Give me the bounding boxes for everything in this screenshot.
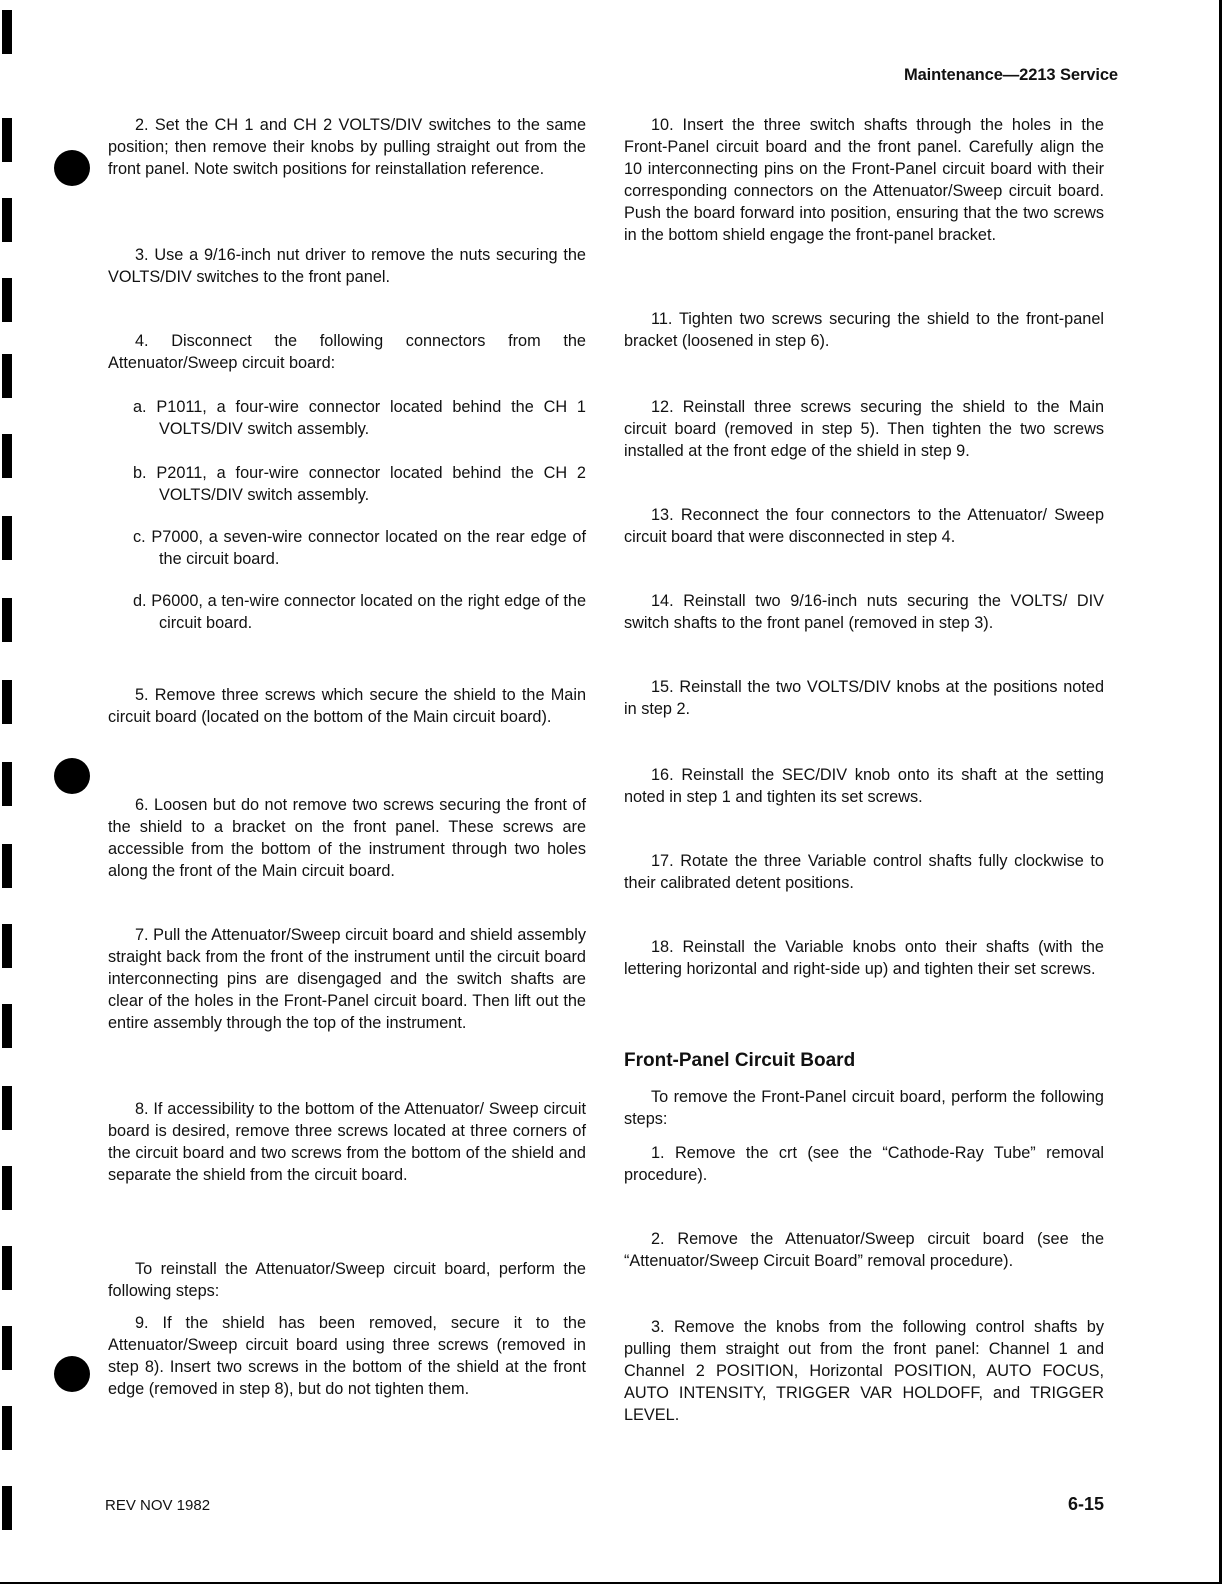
punch-hole xyxy=(54,150,90,186)
binder-mark xyxy=(2,278,12,322)
binder-mark xyxy=(2,516,12,560)
binder-mark xyxy=(2,10,12,54)
step-13: 13. Reconnect the four connectors to the Attenuator/ Sweep circuit board that were disconnected in step 4. xyxy=(624,506,1104,546)
binder-mark xyxy=(2,680,12,724)
step-15: 15. Reinstall the two VOLTS/DIV knobs at the positions noted in step 2. xyxy=(624,678,1104,718)
binder-mark xyxy=(2,1406,12,1450)
punch-hole xyxy=(54,1356,90,1392)
section-heading: Front-Panel Circuit Board xyxy=(624,1050,856,1071)
step-12: 12. Reinstall three screws securing the shield to the Main circuit board (removed in step 5). Then tighten the two screws installed at the front edge of the shield in step 9. xyxy=(624,398,1104,460)
binder-mark xyxy=(2,762,12,806)
step-4b: b. P2011, a four-wire connector located behind the CH 2 VOLTS/DIV switch assembly. xyxy=(133,464,586,504)
page-number: 6-15 xyxy=(1067,1494,1104,1514)
binder-mark xyxy=(2,198,12,242)
front-panel-intro: To remove the Front-Panel circuit board, perform the following steps: xyxy=(624,1088,1104,1128)
fp-step-3: 3. Remove the knobs from the following control shafts by pulling them straight out from the front panel: Channel 1 and Channel 2 POSITION, Horizontal POSITION, AUTO FOCUS, AUTO INTENSITY, TRIGGER VAR HOLDOFF, and TRIGGER LEVEL. xyxy=(624,1318,1104,1424)
punch-hole xyxy=(54,758,90,794)
binder-mark xyxy=(2,1004,12,1048)
step-4a: a. P1011, a four-wire connector located behind the CH 1 VOLTS/DIV switch assembly. xyxy=(133,398,586,438)
binder-mark xyxy=(2,1246,12,1290)
step-6: 6. Loosen but do not remove two screws securing the front of the shield to a bracket on the front panel. These screws are accessible from the bottom of the instrument through two holes along the front of the Main circuit board. xyxy=(108,796,586,880)
step-3: 3. Use a 9/16-inch nut driver to remove the nuts securing the VOLTS/DIV switches to the front panel. xyxy=(108,246,586,286)
binder-mark xyxy=(2,924,12,968)
step-17: 17. Rotate the three Variable control shafts fully clockwise to their calibrated detent positions. xyxy=(624,852,1104,892)
binder-mark xyxy=(2,1166,12,1210)
binder-mark xyxy=(2,598,12,642)
step-14: 14. Reinstall two 9/16-inch nuts securing the VOLTS/ DIV switch shafts to the front panel (removed in step 3). xyxy=(624,592,1104,632)
binder-mark xyxy=(2,1326,12,1370)
binder-mark xyxy=(2,434,12,478)
fp-step-2: 2. Remove the Attenuator/Sweep circuit board (see the “Attenuator/Sweep Circuit Board” removal procedure). xyxy=(624,1230,1104,1270)
binder-mark xyxy=(2,1486,12,1530)
binder-mark xyxy=(2,1086,12,1130)
step-2: 2. Set the CH 1 and CH 2 VOLTS/DIV switches to the same position; then remove their knobs by pulling straight out from the front panel. Note switch positions for reinstallation reference. xyxy=(108,116,586,178)
step-4c: c. P7000, a seven-wire connector located on the rear edge of the circuit board. xyxy=(133,528,586,568)
step-4: 4. Disconnect the following connectors from the Attenuator/Sweep circuit board: xyxy=(108,332,586,372)
binder-mark xyxy=(2,354,12,398)
step-16: 16. Reinstall the SEC/DIV knob onto its shaft at the setting noted in step 1 and tighten its set screws. xyxy=(624,766,1104,806)
step-7: 7. Pull the Attenuator/Sweep circuit board and shield assembly straight back from the front of the instrument until the circuit board interconnecting pins are disengaged and the switch shafts are clear of the holes in the Front-Panel circuit board. Then lift out the entire assembly through the top of the instrument. xyxy=(108,926,586,1032)
step-8: 8. If accessibility to the bottom of the Attenuator/ Sweep circuit board is desired, remove three screws located at three corners of the circuit board and two screws from the bottom of the shield and separate the shield from the circuit board. xyxy=(108,1100,586,1184)
revision-date: REV NOV 1982 xyxy=(105,1497,211,1514)
binder-mark xyxy=(2,118,12,162)
binder-mark xyxy=(2,844,12,888)
step-4d: d. P6000, a ten-wire connector located on the right edge of the circuit board. xyxy=(133,592,586,632)
step-18: 18. Reinstall the Variable knobs onto their shafts (with the lettering horizontal and right-side up) and tighten their set screws. xyxy=(624,938,1104,978)
running-header: Maintenance—2213 Service xyxy=(903,66,1118,84)
step-5: 5. Remove three screws which secure the shield to the Main circuit board (located on the bottom of the Main circuit board). xyxy=(108,686,586,726)
step-10: 10. Insert the three switch shafts through the holes in the Front-Panel circuit board and the front panel. Carefully align the 10 interconnecting pins on the Front-Panel circuit board with their corresponding connectors on the Attenuator/Sweep circuit board. Push the board forward into position, ensuring that the two screws in the bottom shield engage the front-panel bracket. xyxy=(624,116,1104,244)
fp-step-1: 1. Remove the crt (see the “Cathode-Ray Tube” removal procedure). xyxy=(624,1144,1104,1184)
step-11: 11. Tighten two screws securing the shield to the front-panel bracket (loosened in step 6). xyxy=(624,310,1104,350)
reinstall-intro: To reinstall the Attenuator/Sweep circuit board, perform the following steps: xyxy=(108,1260,586,1300)
step-9: 9. If the shield has been removed, secure it to the Attenuator/Sweep circuit board using three screws (removed in step 8). Insert two screws in the bottom of the shield at the front edge (removed in step 8), but do not tighten them. xyxy=(108,1314,586,1398)
